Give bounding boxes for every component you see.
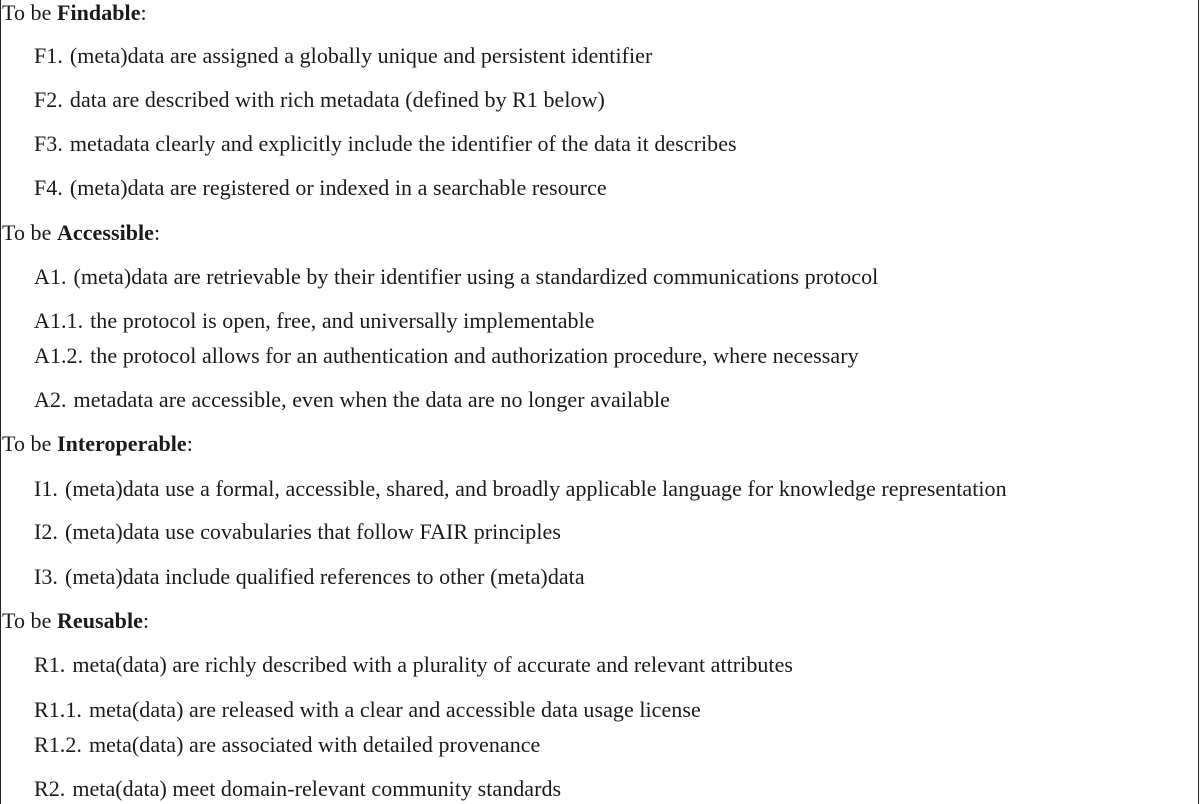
item-code: A2. [34,387,67,412]
item-text: meta(data) are richly described with a plurality of accurate and relevant attributes [72,652,794,677]
list-item [34,519,561,545]
item-code: F1. [34,43,63,68]
item-text: (meta)data include qualified references to other (meta)data [64,564,585,589]
heading-suffix: : [140,0,147,25]
item-text: data are described with rich metadata (defined by R1 below) [69,87,605,112]
list-item [34,264,878,290]
item-text: metadata clearly and explicitly include the identifier of the data it describes [69,131,737,156]
item-text: (meta)data are retrievable by their identifier using a standardized communications protocol [73,264,879,289]
item-code: A1. [34,264,67,289]
item-text: the protocol is open, free, and universally implementable [90,308,595,333]
heading-prefix: To be [2,431,57,456]
heading-prefix: To be [2,0,57,25]
item-code: F3. [34,131,63,156]
item-text: meta(data) are associated with detailed provenance [88,732,541,757]
list-item [34,131,737,157]
heading-name: Reusable [56,608,143,633]
heading-prefix: To be [2,608,57,633]
item-code: I2. [34,519,58,544]
item-code: I1. [34,476,58,501]
list-item [34,564,585,590]
item-code: R1.1. [34,697,82,722]
item-text: (meta)data are assigned a globally unique and persistent identifier [69,43,653,68]
list-item [34,87,605,113]
list-item [34,776,561,802]
list-item [34,697,701,723]
item-code: R2. [34,776,66,801]
item-code: A1.1. [34,308,84,333]
item-text: (meta)data use a formal, accessible, shared, and broadly applicable language for knowledge representation [64,476,1007,501]
section-heading-findable [2,0,147,26]
list-item [34,175,607,201]
list-item [34,308,595,334]
item-text: (meta)data are registered or indexed in a searchable resource [69,175,607,200]
item-code: F2. [34,87,63,112]
item-text: (meta)data use covabularies that follow FAIR principles [64,519,561,544]
list-item [34,343,859,369]
list-item [34,476,1007,502]
heading-prefix: To be [2,220,57,245]
heading-suffix: : [154,220,161,245]
item-code: A1.2. [34,343,84,368]
item-text: metadata are accessible, even when the data are no longer available [73,387,670,412]
item-code: R1.2. [34,732,82,757]
list-item [34,732,540,758]
item-text: the protocol allows for an authentication and authorization procedure, where necessary [90,343,859,368]
item-text: meta(data) meet domain-relevant community standards [72,776,562,801]
section-heading-accessible [2,220,160,246]
heading-name: Findable [56,0,141,25]
heading-suffix: : [142,608,150,633]
item-code: I3. [34,564,58,589]
item-code: R1. [34,652,66,677]
list-item [34,387,670,413]
item-code: F4. [34,175,63,200]
heading-suffix: : [186,431,193,456]
item-text: meta(data) are released with a clear and accessible data usage license [88,697,701,722]
heading-name: Accessible [56,220,154,245]
section-heading-reusable [2,608,149,634]
section-heading-interoperable [2,431,193,457]
heading-name: Interoperable [56,431,187,456]
list-item [34,43,652,69]
list-item [34,652,793,678]
